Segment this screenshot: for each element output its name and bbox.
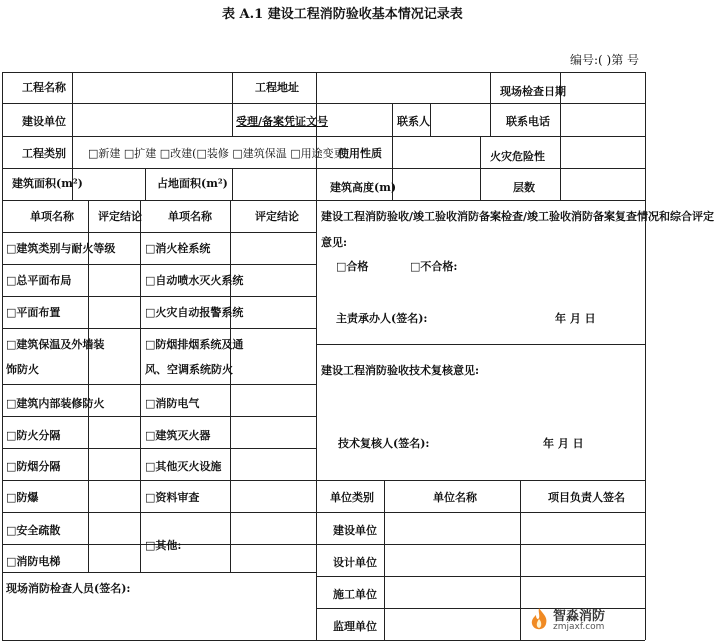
grid-line xyxy=(384,480,385,640)
grid-line xyxy=(2,72,3,640)
grid-line xyxy=(232,72,233,103)
grid-line xyxy=(316,576,645,577)
opinion-line-1: 建设工程消防验收/竣工验收消防备案检查/竣工验收消防备案复查情况和综合评定 xyxy=(321,210,714,223)
grid-line xyxy=(490,103,491,136)
left-item: □安全疏散 xyxy=(6,524,61,537)
grid-line xyxy=(316,512,645,513)
left-item: □建筑保温及外墙装 xyxy=(6,338,105,351)
label-phone: 联系电话 xyxy=(506,115,550,128)
header-item-name-1: 单项名称 xyxy=(30,210,74,223)
grid-line xyxy=(2,296,316,297)
grid-line xyxy=(2,512,316,513)
right-item: □资料审查 xyxy=(145,491,200,504)
grid-line xyxy=(560,103,561,136)
header-signer: 项目负责人签名 xyxy=(548,491,625,504)
flame-logo-icon xyxy=(527,607,551,633)
unit-row-label: 设计单位 xyxy=(333,556,377,569)
grid-line xyxy=(316,72,317,103)
grid-line xyxy=(140,200,141,572)
grid-line xyxy=(316,544,645,545)
header-unit-category: 单位类别 xyxy=(330,491,374,504)
right-item: □其他: xyxy=(145,539,182,552)
grid-line xyxy=(2,572,316,573)
right-item: □消火栓系统 xyxy=(145,242,211,255)
label-floors: 层数 xyxy=(513,181,535,194)
grid-line xyxy=(2,232,316,233)
left-item: 饰防火 xyxy=(6,363,39,376)
grid-line xyxy=(520,480,521,640)
serial-number: 编号:( )第 号 xyxy=(570,53,640,67)
header-result-1: 评定结论 xyxy=(98,210,142,223)
grid-line xyxy=(72,72,73,136)
inspector-signature: 现场消防检查人员(签名): xyxy=(6,582,131,595)
grid-line xyxy=(88,200,89,572)
grid-line xyxy=(316,480,645,481)
left-item: □防火分隔 xyxy=(6,429,61,442)
label-project-address: 工程地址 xyxy=(255,81,299,94)
grid-line xyxy=(2,136,645,137)
project-type-options: □新建 □扩建 □改建(□装修 □建筑保温 □用途变更) xyxy=(88,147,349,160)
left-item: □建筑内部装修防火 xyxy=(6,397,105,410)
left-item: □平面布置 xyxy=(6,306,61,319)
grid-line xyxy=(2,168,645,169)
reviewer-date: 年 月 日 xyxy=(543,437,584,450)
grid-line xyxy=(2,200,645,201)
label-acceptance-doc: 受理/备案凭证文号 xyxy=(236,115,329,128)
left-item: □总平面布局 xyxy=(6,274,72,287)
header-result-2: 评定结论 xyxy=(255,210,299,223)
grid-line xyxy=(430,103,431,136)
grid-line xyxy=(2,264,316,265)
grid-line xyxy=(2,480,316,481)
grid-line xyxy=(2,103,645,104)
right-item: 风、空调系统防火 xyxy=(145,363,233,376)
unit-row-label: 施工单位 xyxy=(333,588,377,601)
grid-line xyxy=(480,136,481,168)
grid-line xyxy=(316,168,317,200)
page-title: 表 A.1 建设工程消防验收基本情况记录表 xyxy=(222,7,463,22)
right-item: □防烟排烟系统及通 xyxy=(145,338,244,351)
label-building-area: 建筑面积(m²) xyxy=(12,177,83,190)
label-land-area: 占地面积(m²) xyxy=(157,177,228,190)
grid-line xyxy=(560,136,561,168)
grid-line xyxy=(316,200,317,640)
watermark-url: zmjaxf.com xyxy=(553,622,605,632)
officer-date: 年 月 日 xyxy=(555,312,596,325)
grid-line xyxy=(72,136,73,168)
grid-line xyxy=(480,168,481,200)
label-inspection-date: 现场检查日期 xyxy=(500,85,566,98)
grid-line xyxy=(2,328,316,329)
grid-line xyxy=(560,168,561,200)
grid-line xyxy=(232,103,233,136)
reviewer-signature: 技术复核人(签名): xyxy=(338,437,430,450)
grid-line xyxy=(232,168,233,200)
unit-row-label: 建设单位 xyxy=(333,524,377,537)
officer-signature: 主责承办人(签名): xyxy=(336,312,428,325)
grid-line xyxy=(2,640,645,641)
opinion-line-2: 意见: xyxy=(321,236,348,249)
grid-line xyxy=(2,416,316,417)
label-builder: 建设单位 xyxy=(22,115,66,128)
header-unit-name: 单位名称 xyxy=(433,491,477,504)
left-item: □建筑类别与耐火等级 xyxy=(6,242,116,255)
unit-row-label: 监理单位 xyxy=(333,620,377,633)
opinion-fail: □不合格: xyxy=(410,260,458,273)
grid-line xyxy=(2,72,645,73)
header-item-name-2: 单项名称 xyxy=(168,210,212,223)
right-item: □消防电气 xyxy=(145,397,200,410)
left-item: □消防电梯 xyxy=(6,555,61,568)
left-item: □防烟分隔 xyxy=(6,460,61,473)
opinion-pass: □合格 xyxy=(336,260,369,273)
watermark-name: 智淼消防 xyxy=(553,609,606,624)
watermark-logo xyxy=(527,605,635,635)
grid-line xyxy=(490,72,491,103)
grid-line xyxy=(230,200,231,572)
label-project-name: 工程名称 xyxy=(22,81,66,94)
label-contact: 联系人 xyxy=(397,115,430,128)
grid-line xyxy=(392,103,393,136)
label-usage: 使用性质 xyxy=(338,147,382,160)
grid-line xyxy=(145,168,146,200)
tech-review-label: 建设工程消防验收技术复核意见: xyxy=(321,364,480,377)
label-project-type: 工程类别 xyxy=(22,147,66,160)
right-item: □其他灭火设施 xyxy=(145,460,222,473)
grid-line xyxy=(2,384,316,385)
label-fire-risk: 火灾危险性 xyxy=(490,150,545,163)
grid-line xyxy=(645,72,646,640)
label-building-height: 建筑高度(m) xyxy=(330,181,397,194)
right-item: □自动喷水灭火系统 xyxy=(145,274,244,287)
grid-line xyxy=(392,136,393,168)
right-item: □建筑灭火器 xyxy=(145,429,211,442)
grid-line xyxy=(316,344,645,345)
left-item: □防爆 xyxy=(6,491,39,504)
grid-line xyxy=(2,448,316,449)
right-item: □火灾自动报警系统 xyxy=(145,306,244,319)
